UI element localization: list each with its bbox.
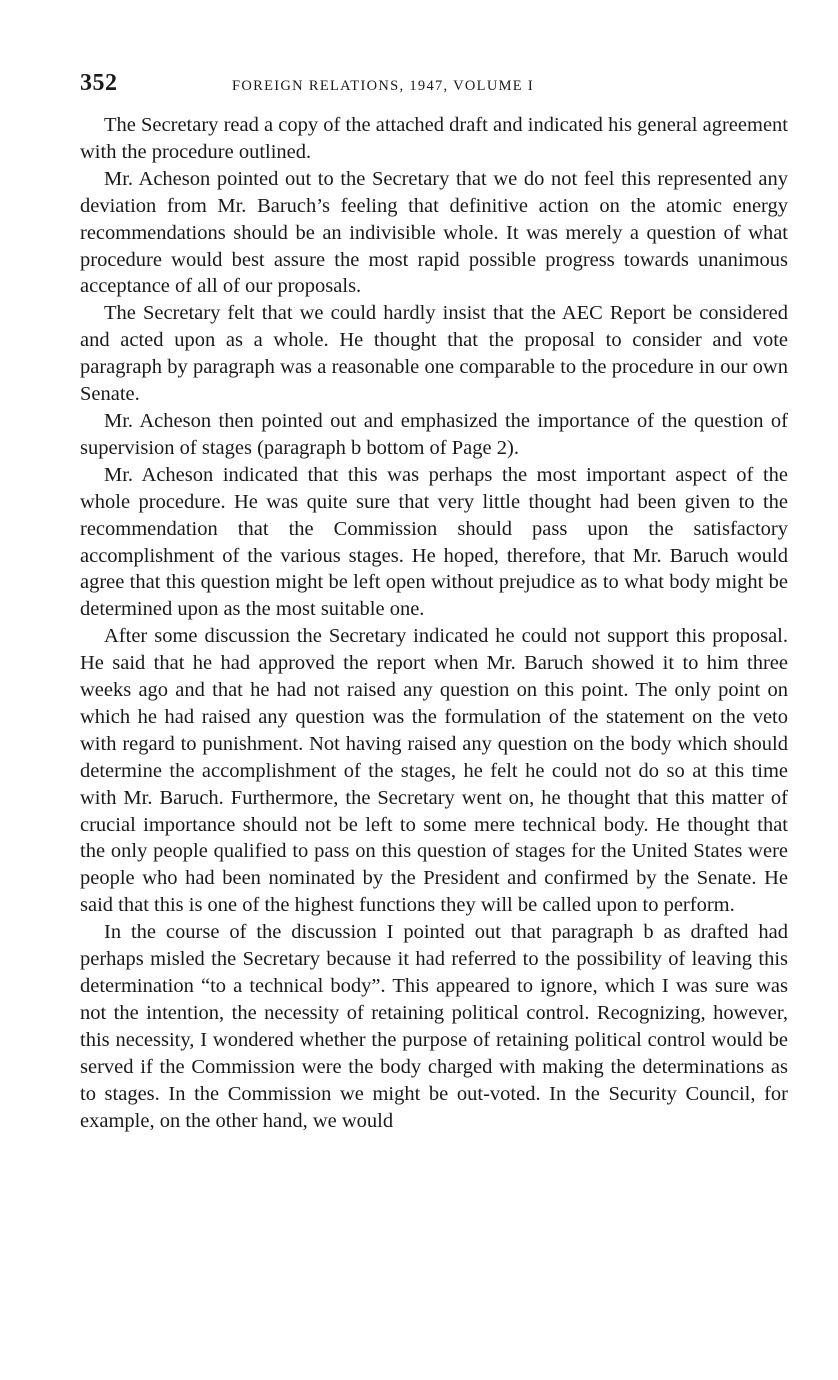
body-text xyxy=(80,112,788,1134)
paragraph: In the course of the discussion I pointed out that paragraph b as drafted had perhaps misled the Secretary because it had referred to the possibility of leaving this determination “to a technical body”. This appeared to ignore, which I was sure was not the intention, the necessity of retaining political control. Recognizing, however, this necessity, I wondered whether the purpose of retaining political control would be served if the Commission were the body charged with making the determinations as to stages. In the Commission we might be out-voted. In the Security Council, for example, on the other hand, we would xyxy=(80,921,788,1132)
paragraph: Mr. Acheson then pointed out and emphasized the importance of the question of supervision of stages (paragraph b bottom of Page 2). xyxy=(80,409,788,459)
document-page xyxy=(80,70,788,1134)
running-title: FOREIGN RELATIONS, 1947, VOLUME I xyxy=(232,78,535,94)
paragraph: Mr. Acheson pointed out to the Secretary that we do not feel this represented any deviation from Mr. Baruch’s feeling that definitive action on the atomic energy recommendations should be an indivisible whole. It was merely a question of what procedure would best assure the most rapid possible progress towards unanimous acceptance of all of our proposals. xyxy=(80,167,788,298)
paragraph: After some discussion the Secretary indicated he could not support this proposal. He said that he had approved the report when Mr. Baruch showed it to him three weeks ago and that he had not raised any question on this point. The only point on which he had raised any question was the formulation of the statement on the veto with regard to punishment. Not having raised any question on the body which should determine the accomplishment of the stages, he felt he could not do so at this time with Mr. Baruch. Furthermore, the Secretary went on, he thought that this matter of crucial importance should not be left to some mere technical body. He thought that the only people qualified to pass on this question of stages for the United States were people who had been nominated by the President and confirmed by the Senate. He said that this is one of the highest functions they will be called upon to perform. xyxy=(80,625,788,917)
paragraph: The Secretary felt that we could hardly insist that the AEC Report be considered and acted upon as a whole. He thought that the proposal to consider and vote paragraph by paragraph was a reasonable one comparable to the procedure in our own Senate. xyxy=(80,302,788,406)
page-number: 352 xyxy=(80,70,118,96)
paragraph: The Secretary read a copy of the attached draft and indicated his general agreement with the procedure outlined. xyxy=(80,114,788,163)
running-head xyxy=(80,70,788,104)
paragraph: Mr. Acheson indicated that this was perhaps the most important aspect of the whole procedure. He was quite sure that very little thought had been given to the recommendation that the Commission should pass upon the satisfactory accomplishment of the various stages. He hoped, therefore, that Mr. Baruch would agree that this question might be left open without prejudice as to what body might be determined upon as the most suitable one. xyxy=(80,463,788,621)
